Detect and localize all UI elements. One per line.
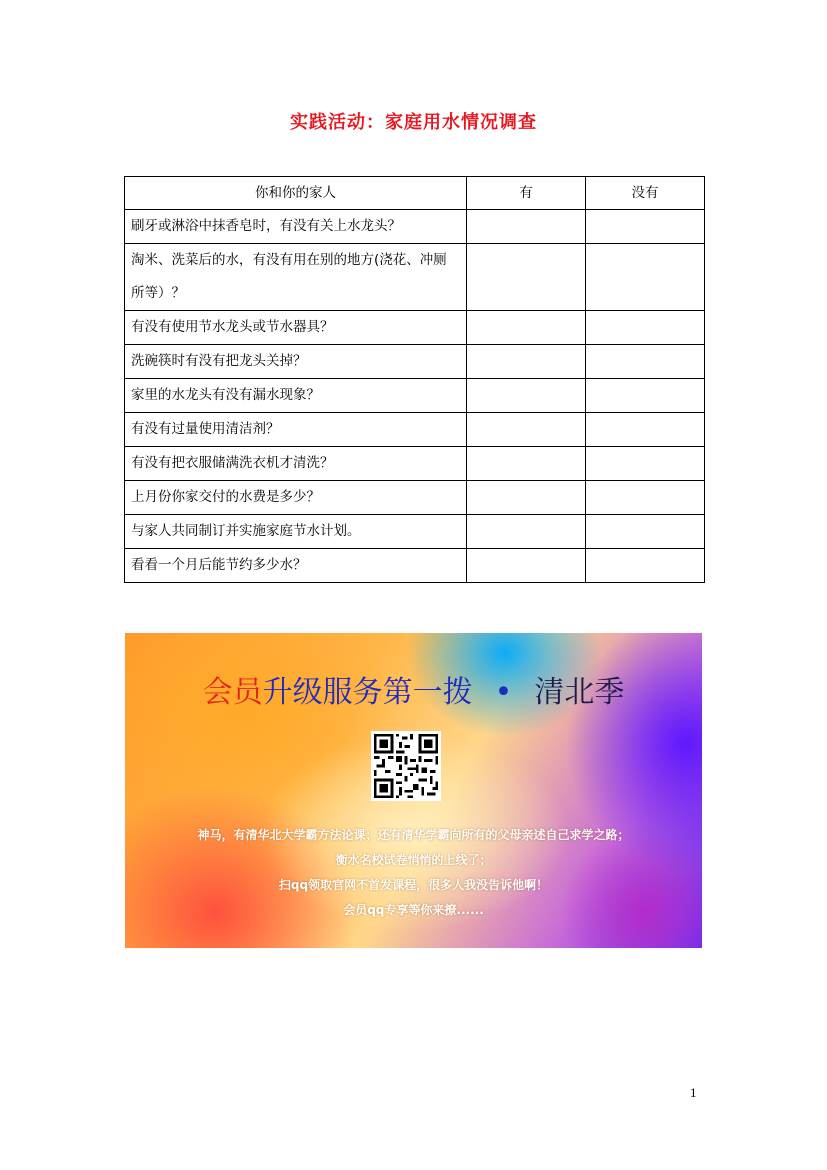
question-cell: 有没有使用节水龙头或节水器具？ xyxy=(125,311,467,345)
answer-yes-cell xyxy=(467,244,586,311)
table-row xyxy=(125,447,705,481)
banner-title-season: 清北季 xyxy=(534,675,625,710)
answer-yes-cell xyxy=(467,549,586,583)
banner-title xyxy=(125,667,702,711)
answer-yes-cell xyxy=(467,447,586,481)
table-row xyxy=(125,413,705,447)
table-row xyxy=(125,210,705,244)
banner-line: 会员qq专享等你来撩...... xyxy=(343,903,484,917)
answer-yes-cell xyxy=(467,345,586,379)
header-yes: 有 xyxy=(467,177,586,210)
answer-no-cell xyxy=(586,379,705,413)
answer-yes-cell xyxy=(467,413,586,447)
question-cell: 有没有把衣服储满洗衣机才清洗？ xyxy=(125,447,467,481)
question-cell: 上月份你家交付的水费是多少？ xyxy=(125,481,467,515)
answer-no-cell xyxy=(586,210,705,244)
banner-line: 衡水名校试卷悄悄的上线了； xyxy=(335,853,492,867)
table-row xyxy=(125,481,705,515)
answer-no-cell xyxy=(586,413,705,447)
table-row xyxy=(125,345,705,379)
banner-title-member: 会员 xyxy=(202,675,263,710)
question-cell: 淘米、洗菜后的水，有没有用在别的地方(浇花、冲厕所等）？ xyxy=(125,244,467,311)
question-cell: 有没有过量使用清洁剂？ xyxy=(125,413,467,447)
answer-yes-cell xyxy=(467,379,586,413)
page-number: 1 xyxy=(690,1085,697,1100)
banner-line: 神马，有清华北大学霸方法论课；还有清华学霸向所有的父母亲述自己求学之路； xyxy=(197,828,630,842)
table-row xyxy=(125,244,705,311)
answer-yes-cell xyxy=(467,311,586,345)
question-cell: 与家人共同制订并实施家庭节水计划。 xyxy=(125,515,467,549)
table-row xyxy=(125,379,705,413)
question-cell: 家里的水龙头有没有漏水现象？ xyxy=(125,379,467,413)
answer-no-cell xyxy=(586,345,705,379)
answer-no-cell xyxy=(586,515,705,549)
banner-title-upgrade: 升级服务第一拨 xyxy=(262,675,473,710)
promo-banner[interactable] xyxy=(125,633,702,948)
banner-line: 扫qq领取官网不首发课程，很多人我没告诉他啊！ xyxy=(278,878,549,892)
question-cell: 刷牙或淋浴中抹香皂时，有没有关上水龙头？ xyxy=(125,210,467,244)
answer-yes-cell xyxy=(467,481,586,515)
answer-no-cell xyxy=(586,481,705,515)
question-cell: 洗碗筷时有没有把龙头关掉？ xyxy=(125,345,467,379)
header-no: 没有 xyxy=(586,177,705,210)
table-row xyxy=(125,549,705,583)
answer-no-cell xyxy=(586,549,705,583)
water-usage-survey-table xyxy=(124,176,705,583)
header-family: 你和你的家人 xyxy=(125,177,467,210)
answer-no-cell xyxy=(586,447,705,481)
qr-code-icon[interactable] xyxy=(371,731,441,801)
table-row xyxy=(125,311,705,345)
document-title: 实践活动：家庭用水情况调查 xyxy=(290,112,537,133)
table-row xyxy=(125,515,705,549)
answer-no-cell xyxy=(586,311,705,345)
answer-yes-cell xyxy=(467,210,586,244)
answer-no-cell xyxy=(586,244,705,311)
banner-title-dot: • xyxy=(494,675,513,710)
table-header-row xyxy=(125,177,705,210)
banner-text-block xyxy=(125,823,702,923)
answer-yes-cell xyxy=(467,515,586,549)
question-cell: 看看一个月后能节约多少水？ xyxy=(125,549,467,583)
